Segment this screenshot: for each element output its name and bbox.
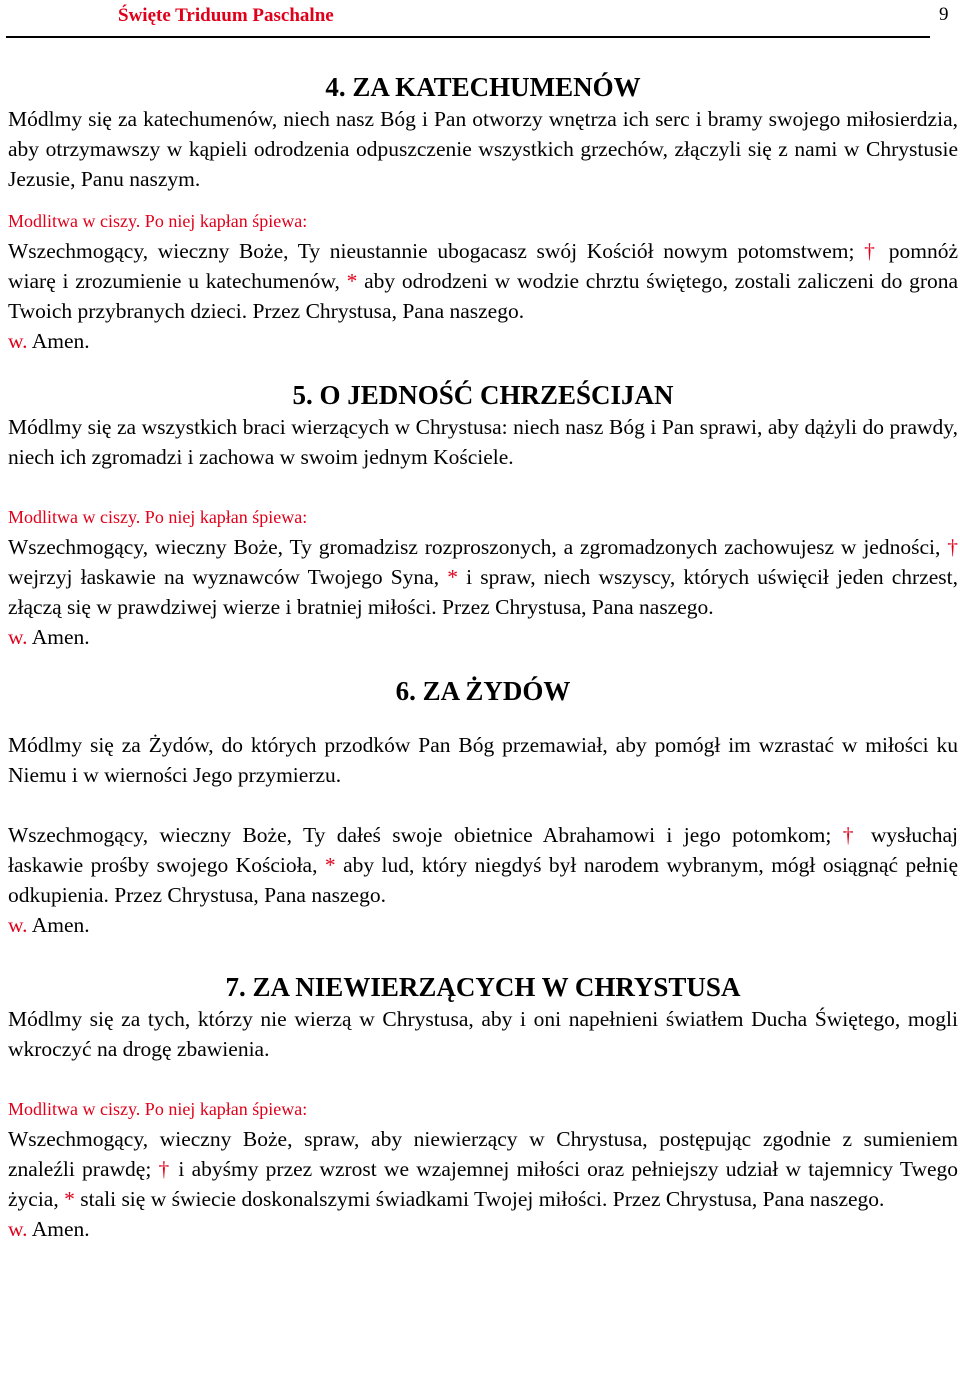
header-rule — [6, 36, 930, 38]
section-title: 6. ZA ŻYDÓW — [395, 676, 571, 706]
page-header — [0, 0, 960, 38]
star-mark: * — [64, 1187, 75, 1211]
cross-mark: † — [842, 823, 860, 847]
section-title: 5. O JEDNOŚĆ CHRZEŚCIJAN — [292, 380, 674, 410]
invitation-text: Módlmy się za Żydów, do których przodków Pan Bóg przemawiał, aby pomógł im wzrastać w miłości ku Niemu i w wierności Jego przymierzu. — [8, 733, 958, 787]
prayer-text: Wszechmogący, wieczny Boże, spraw, aby niewierzący w Chrystusa, postępując zgodnie z sumieniem znaleźli prawdę; † i abyśmy przez wzrost we wzajemnej miłości oraz pełniejszy udział w tajemnicy Twego życia, * stali się w świecie doskonalszymi świadkami Twojej miłości. Przez Chrystusa, Pana naszego. — [8, 1127, 959, 1211]
prayer-text: Wszechmogący, wieczny Boże, Ty dałeś swoje obietnice Abrahamowi i jego potomkom; † wysłuchaj łaskawie prośby swojego Kościoła, * aby lud, który niegdyś był narodem wybranym, mógł osiągnąć pełnię odkupienia. Przez Chrystusa, Pana naszego. — [8, 823, 958, 907]
page-number: 9 — [939, 4, 949, 25]
section-jednosc — [8, 378, 958, 652]
response-mark: w. — [8, 1217, 28, 1241]
invitation-text: Módlmy się za wszystkich braci wierzących w Chrystusa: niech nasz Bóg i Pan sprawi, aby dążyli do prawdy, niech ich zgromadzi i zachowa w swoim jednym Kościele. — [8, 415, 958, 469]
response: w. Amen. — [8, 1217, 90, 1241]
response-mark: w. — [8, 329, 28, 353]
section-zydzi — [8, 674, 958, 940]
invitation-text: Módlmy się za tych, którzy nie wierzą w Chrystusa, aby i oni napełnieni światłem Ducha Świętego, mogli wkroczyć na drogę zbawienia. — [8, 1007, 958, 1061]
cross-mark: † — [864, 239, 880, 263]
section-niewierzacy — [8, 970, 958, 1244]
prayer-text: Wszechmogący, wieczny Boże, Ty gromadzisz rozproszonych, a zgromadzonych zachowujesz w jedności, † wejrzyj łaskawie na wyznawców Twojego Syna, * i spraw, niech wszyscy, których uświęcił jeden chrzest, złączą się w prawdziwej wierze i bratniej miłości. Przez Chrystusa, Pana naszego. — [8, 535, 959, 619]
cross-mark: † — [158, 1157, 172, 1181]
response: w. Amen. — [8, 625, 90, 649]
section-title: 4. ZA KATECHUMENÓW — [325, 72, 641, 102]
page-content — [8, 70, 958, 1244]
response: w. Amen. — [8, 913, 90, 937]
section-title: 7. ZA NIEWIERZĄCYCH W CHRYSTUSA — [225, 972, 741, 1002]
running-title: Święte Triduum Paschalne — [118, 5, 334, 26]
section-katechumeni — [8, 70, 958, 356]
star-mark: * — [447, 565, 458, 589]
response-mark: w. — [8, 625, 28, 649]
response-mark: w. — [8, 913, 28, 937]
invitation-text: Módlmy się za katechumenów, niech nasz Bóg i Pan otworzy wnętrza ich serc i bramy swojego miłosierdzia, aby otrzymawszy w kąpieli odrodzenia odpuszczenie wszystkich grzechów, złączyli się z nami w Chrystusie Jezusie, Panu naszym. — [8, 107, 958, 191]
rubric: Modlitwa w ciszy. Po niej kapłan śpiewa: — [8, 1099, 308, 1119]
rubric: Modlitwa w ciszy. Po niej kapłan śpiewa: — [8, 211, 308, 231]
cross-mark: † — [947, 535, 958, 559]
prayer-text: Wszechmogący, wieczny Boże, Ty nieustannie ubogacasz swój Kościół nowym potomstwem; † pomnóż wiarę i zrozumienie u katechumenów, * aby odrodzeni w wodzie chrztu świętego, zostali zaliczeni do grona Twoich przybranych dzieci. Przez Chrystusa, Pana naszego. — [8, 239, 959, 323]
star-mark: * — [346, 269, 358, 293]
star-mark: * — [324, 853, 336, 877]
response: w. Amen. — [8, 329, 90, 353]
rubric: Modlitwa w ciszy. Po niej kapłan śpiewa: — [8, 507, 308, 527]
